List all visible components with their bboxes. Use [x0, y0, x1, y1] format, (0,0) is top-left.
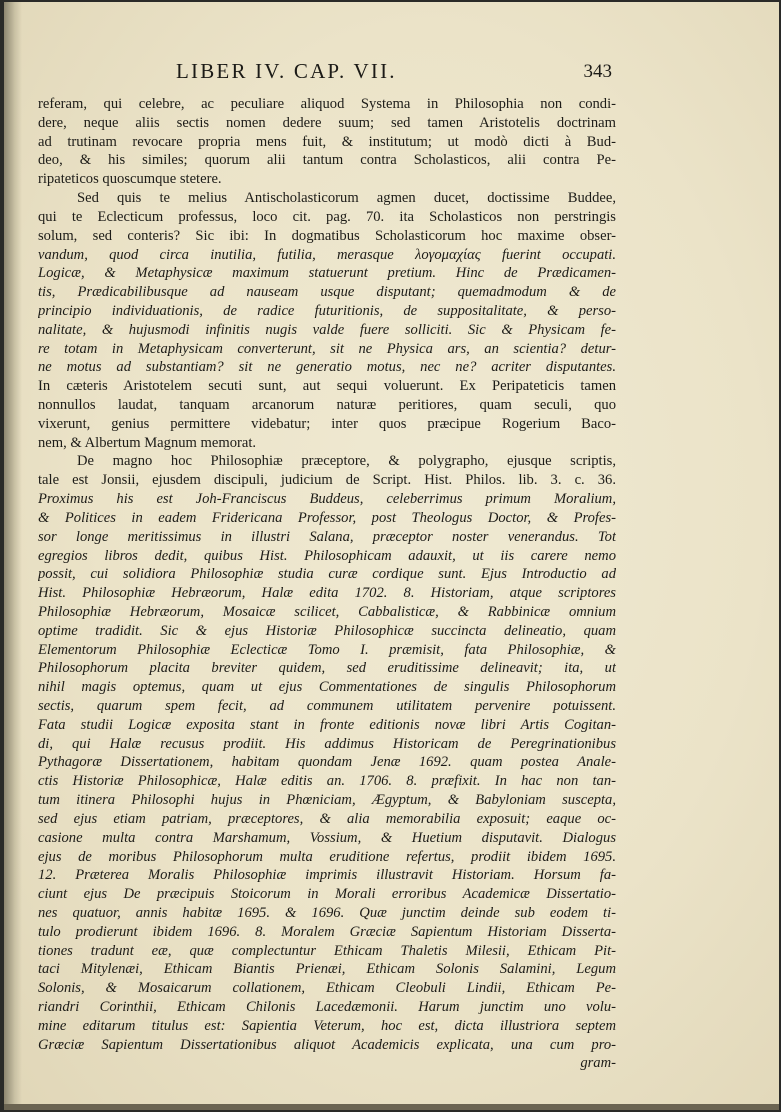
text-line: nihil magis optemus, quam ut ejus Commentationes de singulis Philosophorum [38, 679, 616, 696]
text-line: deo, & his similes; quorum alii tantum contra Scholasticos, alii contra Pe- [38, 152, 616, 169]
text-line: tis, Prædicabilibusque ad nauseam usque disputant; quemadmodum & de [38, 284, 616, 301]
text-line: Fata studii Logicæ exposita stant in fronte editionis novæ libri Artis Cogitan- [38, 716, 616, 733]
text-line: dere, neque aliis sectis nomen dedere suum; sed tamen Aristotelis doctrinam [38, 114, 616, 131]
text-line: tiones tradunt eæ, quæ complectuntur Ethicam Thaletis Milesii, Ethicam Pit- [38, 942, 616, 959]
text-line: egregios libros dedit, quibus Hist. Philosophicam adauxit, ut iis carere nemo [38, 547, 616, 564]
text-line: nem, & Albertum Magnum memorat. [38, 434, 257, 451]
text-line: Philosophorum placita breviter quidem, sed eruditissime delineavit; ita, ut [38, 660, 616, 677]
text-line: casione multa contra Marshamum, Vossium, & Huetium disputavit. Dialogus [38, 829, 616, 846]
text-line: riandri Corinthii, Ethicam Chilonis Lacedæmonii. Harum junctim uno volu- [38, 999, 616, 1015]
book-page [4, 2, 779, 1110]
running-head: LIBER IV. CAP. VII. [176, 59, 397, 83]
text-line: De magno hoc Philosophiæ præceptore, & polygrapho, ejusque scriptis, [77, 453, 616, 470]
catchword: gram- [580, 1055, 616, 1072]
text-line: ripateticos quoscumque stetere. [38, 171, 222, 188]
text-line: ejus de moribus Philosophorum multa eruditione refertus, prodiit ibidem 1695. [38, 848, 616, 865]
text-line: In cæteris Aristotelem secuti sunt, aut sequi voluerunt. Ex Peripateticis tamen [38, 378, 616, 395]
text-line: possit, cui solidiora Philosophiæ studia curæ cordique sunt. Ejus Introductio ad [38, 566, 616, 583]
text-line: nes quatuor, annis habitæ 1695. & 1696. Quæ junctim deinde sub eodem ti- [38, 904, 616, 921]
text-line: vixerunt, genius permittere videbatur; inter quos præcipue Rogerium Baco- [38, 415, 616, 432]
text-line: optime tradidit. Sic & ejus Historiæ Philosophicæ succincta delineatio, quam [38, 622, 616, 639]
text-line: 12. Præterea Moralis Philosophiæ imprimis illustravit Historiam. Horsum fa- [38, 867, 616, 884]
text-line: sed ejus etiam patriam, præceptores, & alia memorabilia exposuit; eaque oc- [38, 810, 616, 827]
text-line: Elementorum Philosophiæ Eclecticæ Tomo I. præmisit, fata Philosophiæ, & [38, 641, 616, 658]
text-line: Proximus his est Joh-Franciscus Buddeus, celeberrimus primum Moralium, [38, 491, 616, 508]
binding-gutter [4, 2, 22, 1110]
text-line: sectis, quarum spem fecit, ad communem utilitatem pervenire potuissent. [38, 698, 616, 714]
text-line: ciunt ejus De præcipuis Stoicorum in Morali erroribus Academicæ Dissertatio- [38, 886, 616, 903]
page-bottom-edge [4, 1104, 779, 1110]
text-line: mine editarum titulus est: Sapientia Veterum, hoc est, dicta illustriora septem [38, 1017, 616, 1034]
text-line: tum itinera Philosophi hujus in Phœniciam, Ægyptum, & Babyloniam suscepta, [38, 792, 616, 809]
page-number: 343 [583, 61, 612, 82]
text-line: & Politices in eadem Fridericana Professor, post Theologus Doctor, & Profes- [38, 509, 616, 526]
text-line: qui te Eclecticum professus, loco cit. pag. 70. ita Scholasticos non perstringis [38, 208, 616, 225]
text-line: vandum, quod circa inutilia, futilia, merasque λογομαχίας fuerint occupati. [38, 246, 616, 263]
text-line: principio individuationis, de radice futuritionis, de suppositalitate, & perso- [38, 302, 616, 319]
text-line: Pythagoræ Dissertationem, habitam quondam Jenæ 1692. quam postea Anale- [38, 754, 616, 771]
text-line: solum, sed conteris? Sic ibi: In dogmatibus Scholasticorum hoc maxime obser- [38, 227, 616, 244]
text-line: tulo prodierunt ibidem 1696. 8. Moralem Græciæ Sapientum Historiam Disserta- [38, 923, 616, 940]
text-line: di, qui Halæ recusus prodiit. His addimus Historicam de Peregrinationibus [38, 735, 616, 752]
text-line: Græciæ Sapientum Dissertationibus aliquot Academicis explicata, una cum pro- [38, 1036, 616, 1053]
text-line: nonnullos laudat, tanquam arcanorum naturæ peritiores, quam seculi, quo [38, 397, 616, 413]
text-line: Philosophiæ Hebræorum, Mosaicæ scilicet, Cabbalisticæ, & Rabbinicæ omnium [38, 603, 616, 620]
text-line: nalitate, & hujusmodi infinitis nugis valde fuere solliciti. Sic & Physicam fe- [38, 321, 616, 338]
text-line: tale est Jonsii, ejusdem discipuli, judicium de Script. Hist. Philos. lib. 3. c. 36. [38, 472, 616, 489]
text-line: re totam in Metaphysicam converterunt, sit ne Physica ars, an scientia? detur- [38, 340, 616, 357]
text-block [38, 95, 616, 1073]
text-line: ne motus ad substantiam? sit ne generatio motus, nec ne? acriter disputantes. [38, 359, 616, 376]
text-line: Solonis, & Mosaicarum collationem, Ethicam Cleobuli Lindii, Ethicam Pe- [38, 980, 616, 997]
text-line: ad trutinam revocare propria mens fuit, & institutum; ut modò dicti à Bud- [38, 133, 616, 150]
text-line: taci Mitylenæi, Ethicam Biantis Prienæi, Ethicam Solonis Salamini, Legum [38, 961, 616, 978]
text-line: Logicæ, & Metaphysicæ maximum statuerunt pretium. Hinc de Prædicamen- [38, 265, 616, 282]
page-header [34, 59, 612, 89]
text-line: sor longe meritissimus in illustri Salana, præceptor noster venerandus. Tot [38, 528, 616, 545]
text-line: referam, qui celebre, ac peculiare aliquod Systema in Philosophia non condi- [38, 96, 616, 112]
text-line: Hist. Philosophiæ Hebræorum, Halæ edita 1702. 8. Historiam, atque scriptores [38, 585, 616, 602]
text-line: ctis Historiæ Philosophicæ, Halæ editis an. 1706. 8. præfixit. In hac non tan- [38, 773, 616, 790]
text-line: Sed quis te melius Antischolasticorum agmen ducet, doctissime Buddee, [77, 190, 616, 207]
